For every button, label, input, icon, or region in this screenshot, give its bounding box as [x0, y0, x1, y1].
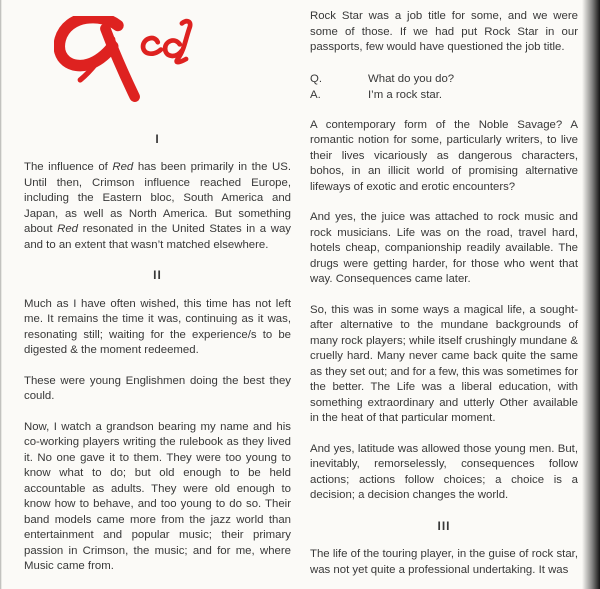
- para-magical-life: So, this was in some ways a magical life, a sought-after alternative to the mundane backgrounds of many rock players; while itself crushingly mundane & cruelly hard. Many never came back quite the same as they set out; and for a few, this was sometimes for the better. The Life was a liberal education, with something extraordinary and utterly Other available in the heat of that particular moment.: [310, 303, 578, 424]
- section-heading-3: III: [437, 518, 451, 533]
- page-right-edge-shadow: [582, 0, 600, 589]
- qa-answer-label: A.: [310, 88, 321, 101]
- para-rock-star-job: Rock Star was a job title for some, and we were some of those. If we had put Rock Star in our passports, few would have questioned the job title.: [310, 10, 578, 53]
- album-title-italic: Red: [57, 223, 79, 235]
- para-consequences: And yes, latitude was allowed those young men. But, inevitably, remorselessly, consequences follow actions; actions follow choices; a choice is a decision; a decision changes the world.: [310, 442, 578, 501]
- qa-question-text: What do you do?: [368, 72, 455, 85]
- para-red-influence: The influence of Red has been primarily in the US. Until then, Crimson influence reached Europe, including the Eastern bloc, South America and Japan, as well as North America. But something about Red resonated in the United States in a way and to an extent that wasn’t matched elsewhere.: [24, 161, 291, 251]
- para-young-englishmen: These were young Englishmen doing the best they could.: [24, 374, 291, 402]
- page-left-edge-shadow: [0, 0, 2, 589]
- qa-answer: [310, 87, 578, 103]
- right-column: [310, 0, 578, 578]
- left-column: [24, 0, 291, 575]
- section-heading-1: I: [155, 131, 160, 146]
- para-life-on-road: And yes, the juice was attached to rock music and rock musicians. Life was on the road, travel hard, hotels cheap, companionship readily available. The drugs were getting harder, for those who went that way. Consequences came later.: [310, 211, 578, 285]
- para-touring-player: The life of the touring player, in the guise of rock star, was not yet quite a professional undertaking. It was: [310, 548, 578, 576]
- para-grandson-rulebook: Now, I watch a grandson bearing my name and his co-working players writing the rulebook as they lived it. No one gave it to them. They were too young to know what to do; but old enough to be held accountable as adults. They were old enough to know how to behave, and too young to do so. Their band models came more from the jazz world than entertainment and popular music; their primary passion in Crimson, the music; and for me, where Music came from.: [24, 420, 291, 572]
- qa-block: [310, 71, 578, 103]
- qa-question: [310, 71, 578, 87]
- red-script-logo-icon: [54, 16, 206, 102]
- para-time-not-left: Much as I have often wished, this time has not left me. It remains the time it was, continuing as it was, resonating still; waiting for the experience/s to be digested & the moment redeemed.: [24, 297, 291, 356]
- section-heading-2: II: [153, 268, 162, 282]
- qa-answer-text: I’m a rock star.: [368, 88, 443, 101]
- qa-question-label: Q.: [310, 72, 323, 85]
- album-title-italic: Red: [112, 161, 134, 173]
- para-noble-savage: A contemporary form of the Noble Savage? A romantic notion for some, particularly writers, to live their lives vicariously as dangerous characters, bohos, in an illicit world of promising alternative lifeways of exotic and erotic encounters?: [310, 118, 578, 193]
- red-album-logo: [54, 16, 214, 108]
